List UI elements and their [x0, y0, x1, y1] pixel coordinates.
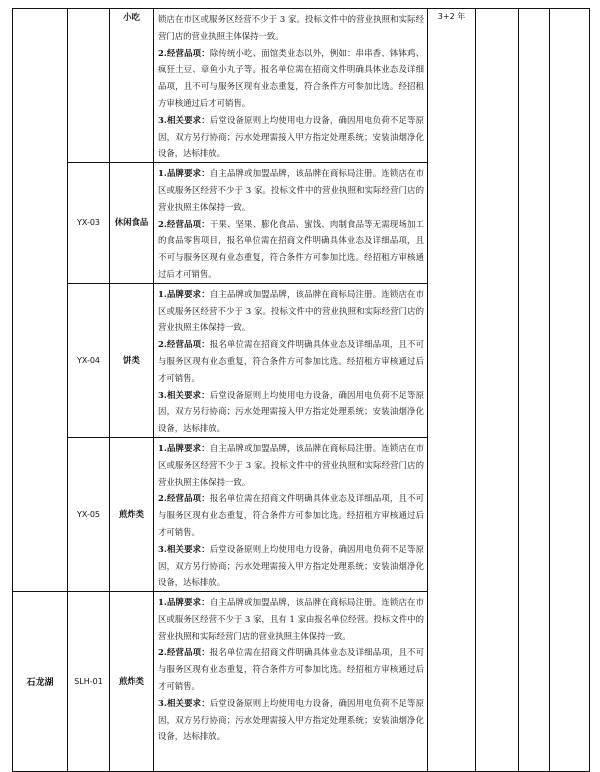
- requirements-table: [12, 8, 590, 772]
- term-cell: 3+2 年: [428, 9, 476, 772]
- requirement-paragraph: 2.经营品项：报名单位需在招商文件明确具体业态及详细品项，且不可与服务区现有业态重复，符合条件方可参加比选。经招租方审核通过后才可销售。: [158, 493, 425, 537]
- code-cell: SLH-01: [68, 592, 110, 772]
- requirement-paragraph: 2.经营品项：除传统小吃、面馆类业态以外，例如：串串香、钵钵鸡、疯狂土豆、章鱼小丸子等。报名单位需在招商文件明确具体业态及详细品项，且不可与服务区现有业态重复，符合条件方可参加比选。经招租方审核通过后才可销售。: [158, 47, 425, 108]
- blank-cell: [476, 9, 519, 772]
- requirements-cell: [154, 592, 428, 772]
- requirement-paragraph: 1.品牌要求：自主品牌或加盟品牌，该品牌在商标局注册。连锁店在市区或服务区经营不少于 3 家。投标文件中的营业执照和实际经营门店的营业执照主体保持一致。: [158, 168, 425, 212]
- requirements-cell: [154, 283, 428, 437]
- blank-cell: [519, 9, 550, 772]
- requirements-cell: [154, 9, 428, 163]
- requirement-paragraph: 锁店在市区或服务区经营不少于 3 家。投标文件中的营业执照和实际经营门店的营业执照主体保持一致。: [158, 14, 424, 41]
- requirement-paragraph: 3.相关要求：后堂设备原则上均使用电力设备，确因用电负荷不足等原因，双方另行协商；污水处理需接入甲方指定处理系统；安装油烟净化设备，达标排放。: [158, 543, 425, 588]
- code-cell: YX-04: [68, 283, 110, 437]
- category-cell: 饼类: [110, 283, 154, 437]
- requirement-paragraph: 2.经营品项：报名单位需在招商文件明确具体业态及详细品项，且不可与服务区现有业态重复，符合条件方可参加比选。经招租方审核通过后才可销售。: [158, 647, 425, 692]
- table-row: [13, 9, 590, 163]
- category-cell: 休闲食品: [110, 163, 154, 284]
- requirement-paragraph: 3.相关要求：后堂设备原则上均使用电力设备，确因用电负荷不足等原因，双方另行协商；污水处理需接入甲方指定处理系统；安装油烟净化设备，达标排放。: [158, 389, 425, 434]
- category-cell: 小吃: [110, 9, 154, 163]
- requirement-paragraph: 1.品牌要求：自主品牌或加盟品牌，该品牌在商标局注册。连锁店在市区或服务区经营不少于 3 家。投标文件中的营业执照和实际经营门店的营业执照主体保持一致。: [158, 442, 425, 487]
- requirement-paragraph: 3.相关要求：后堂设备原则上均使用电力设备，确因用电负荷不足等原因，双方另行协商；污水处理需接入甲方指定处理系统；安装油烟净化设备，达标排放。: [158, 114, 425, 159]
- requirement-paragraph: 2.经营品项：报名单位需在招商文件明确具体业态及详细品项，且不可与服务区现有业态重复，符合条件方可参加比选。经招租方审核通过后才可销售。: [158, 339, 425, 383]
- area-cell: [13, 9, 68, 592]
- area-cell: 石龙湖: [13, 592, 68, 772]
- requirements-cell: [154, 163, 428, 284]
- requirement-paragraph: 2.经营品项：干果、坚果、膨化食品、蜜饯、肉制食品等无需现场加工的食品零售项目，报名单位需在招商文件明确具体业态及详细品项，且不可与服务区现有业态重复，符合条件方可参加比选。经招租方审核通过后才可销售。: [158, 218, 425, 279]
- category-cell: 煎炸类: [110, 592, 154, 772]
- category-cell: 煎炸类: [110, 437, 154, 591]
- code-cell: [68, 9, 110, 163]
- requirement-paragraph: 3.相关要求：后堂设备原则上均使用电力设备，确因用电负荷不足等原因，双方另行协商；污水处理需接入甲方指定处理系统；安装油烟净化设备，达标排放。: [158, 697, 425, 742]
- blank-cell: [550, 9, 590, 772]
- requirements-cell: [154, 437, 428, 591]
- code-cell: YX-03: [68, 163, 110, 284]
- requirement-paragraph: 1.品牌要求：自主品牌或加盟品牌，该品牌在商标局注册。连锁店在市区或服务区经营不少于 3 家，且有 1 家由报名单位经营。投标文件中的营业执照和实际经营门店的营业执照主体保持一致。: [158, 597, 425, 641]
- requirement-paragraph: 1.品牌要求：自主品牌或加盟品牌，该品牌在商标局注册。连锁店在市区或服务区经营不少于 3 家。投标文件中的营业执照和实际经营门店的营业执照主体保持一致。: [158, 288, 425, 333]
- code-cell: YX-05: [68, 437, 110, 591]
